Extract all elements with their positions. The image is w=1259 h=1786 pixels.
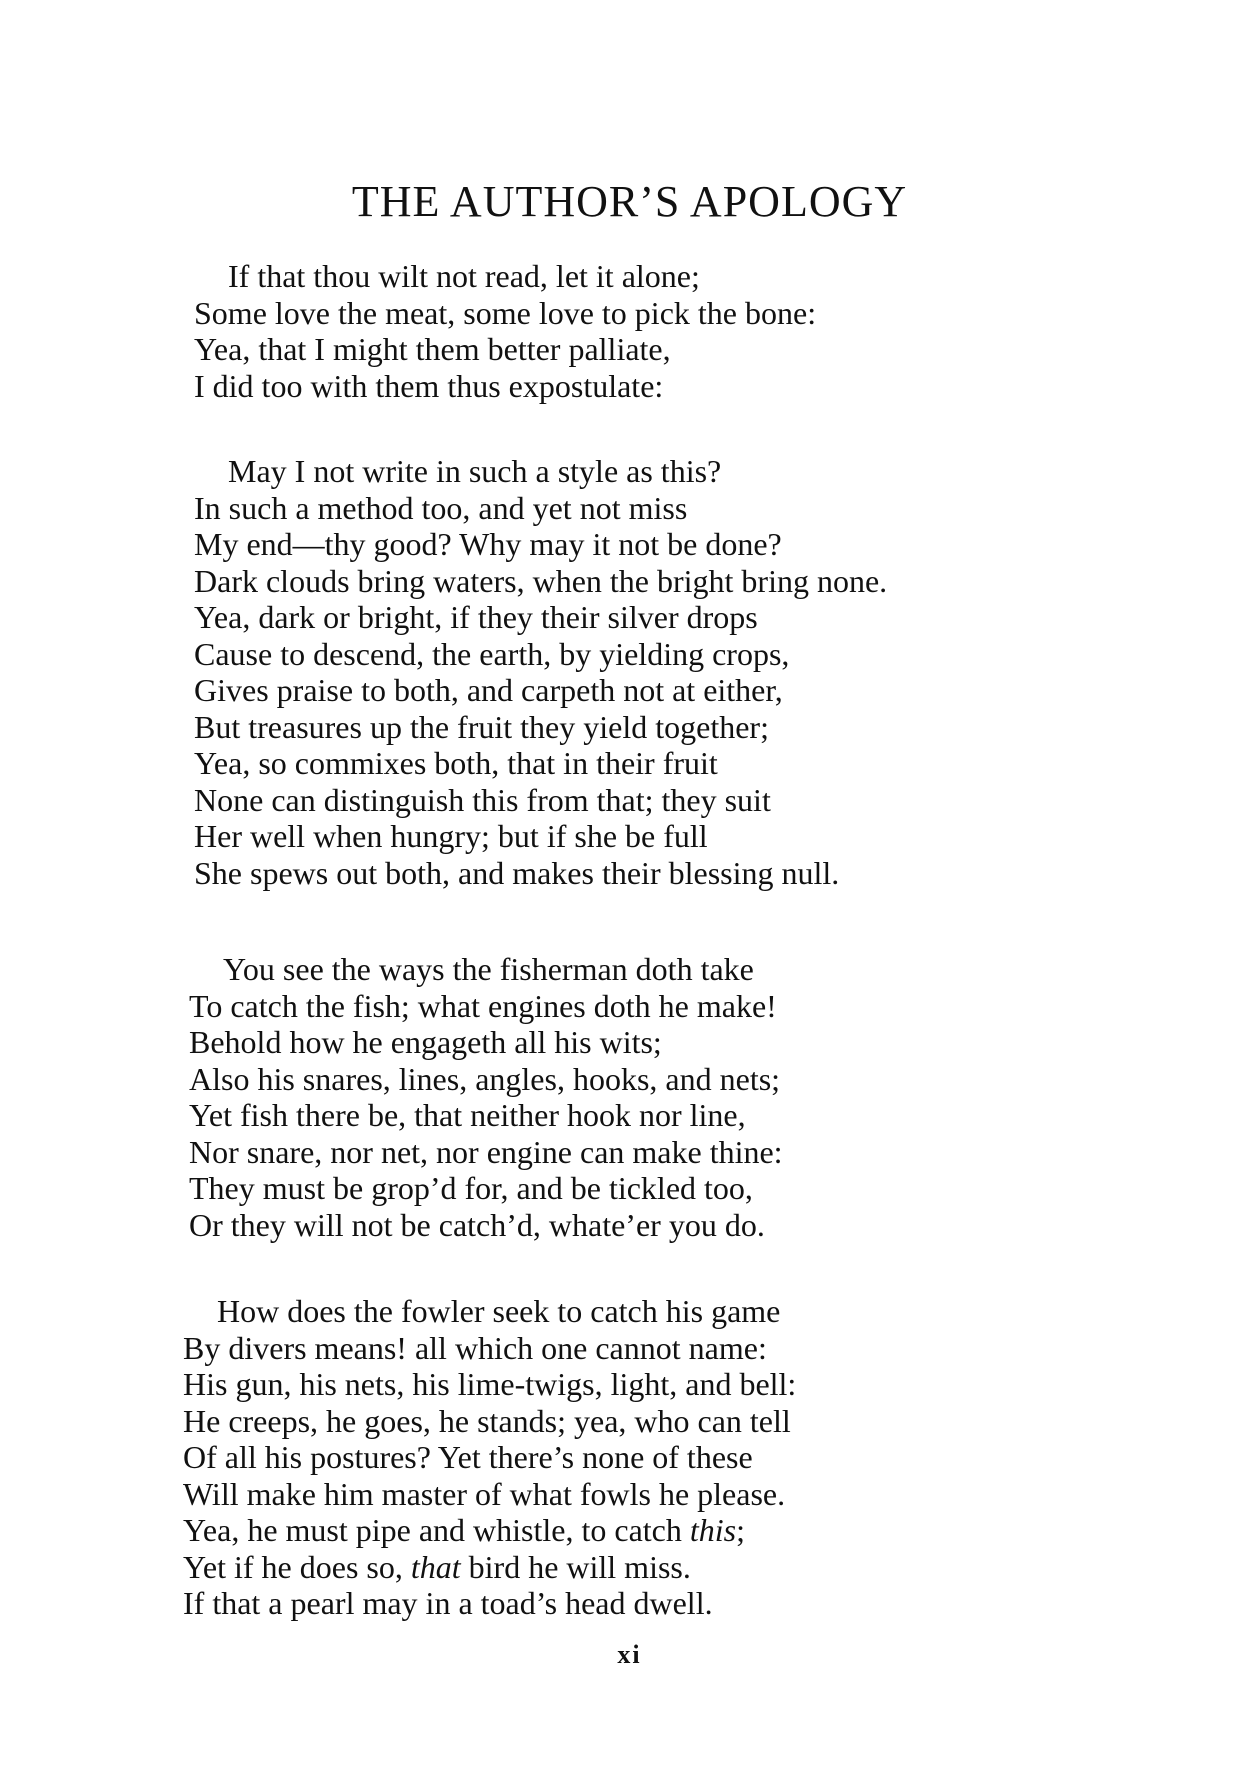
verse-text: ; [736,1512,745,1548]
verse-line: But treasures up the fruit they yield together; [194,708,769,745]
verse-text: Yet if he does so, [183,1548,411,1585]
verse-line: Will make him master of what fowls he please. [183,1475,786,1512]
verse-line: Her well when hungry; but if she be full [194,818,708,854]
verse-line: She spews out both, and makes their blessing null. [194,854,840,891]
verse-line: May I not write in such a style as this? [228,453,722,489]
verse-line: Dark clouds bring waters, when the bright bring none. [194,562,888,599]
verse-line: My end—thy good? Why may it not be done? [194,526,782,562]
verse-line: Behold how he engageth all his wits; [189,1024,662,1060]
verse-line: Nor snare, nor net, nor engine can make thine: [189,1133,783,1170]
verse-line: Also his snares, lines, angles, hooks, and nets; [189,1060,781,1097]
verse-line: Gives praise to both, and carpeth not at either, [194,672,783,708]
verse-line: In such a method too, and yet not miss [194,489,688,526]
verse-line: Yea, dark or bright, if they their silver drops [194,599,758,635]
verse-line: If that thou wilt not read, let it alone; [228,258,700,294]
stanza-4 [183,1293,796,1622]
verse-line: Or they will not be catch’d, whate’er you do. [189,1206,765,1243]
verse-line: To catch the fish; what engines doth he make! [189,987,777,1024]
verse-line: Cause to descend, the earth, by yielding crops, [194,635,790,672]
verse-line: None can distinguish this from that; they suit [194,781,771,818]
verse-line: You see the ways the fisherman doth take [223,951,754,987]
verse-line: How does the fowler seek to catch his game [217,1293,781,1329]
verse-line: They must be grop’d for, and be tickled too, [189,1170,753,1206]
verse-line: I did too with them thus expostulate: [194,367,664,404]
italic-word: this [689,1512,737,1548]
stanza-3 [189,951,783,1243]
verse-line: Yet fish there be, that neither hook nor line, [189,1097,746,1133]
verse-line-with-italic [183,1549,796,1586]
stanza-1 [194,258,816,404]
italic-word: that [410,1548,461,1585]
verse-line: By divers means! all which one cannot name: [183,1329,767,1366]
verse-line: Some love the meat, some love to pick the bone: [194,294,817,331]
verse-line-with-italic [183,1512,796,1549]
stanza-2 [194,453,887,891]
page-number: xi [617,1640,642,1669]
verse-text: Yea, he must pipe and whistle, to catch [183,1512,690,1548]
verse-line: His gun, his nets, his lime-twigs, light, and bell: [183,1366,797,1402]
verse-line: Yea, that I might them better palliate, [194,331,671,367]
verse-text: bird he will miss. [460,1548,691,1585]
verse-line: Yea, so commixes both, that in their fruit [194,745,718,781]
verse-line: He creeps, he goes, he stands; yea, who can tell [183,1402,791,1439]
page-title: THE AUTHOR’S APOLOGY [351,177,908,226]
verse-line: If that a pearl may in a toad’s head dwell. [183,1585,713,1621]
verse-line: Of all his postures? Yet there’s none of these [183,1439,753,1475]
